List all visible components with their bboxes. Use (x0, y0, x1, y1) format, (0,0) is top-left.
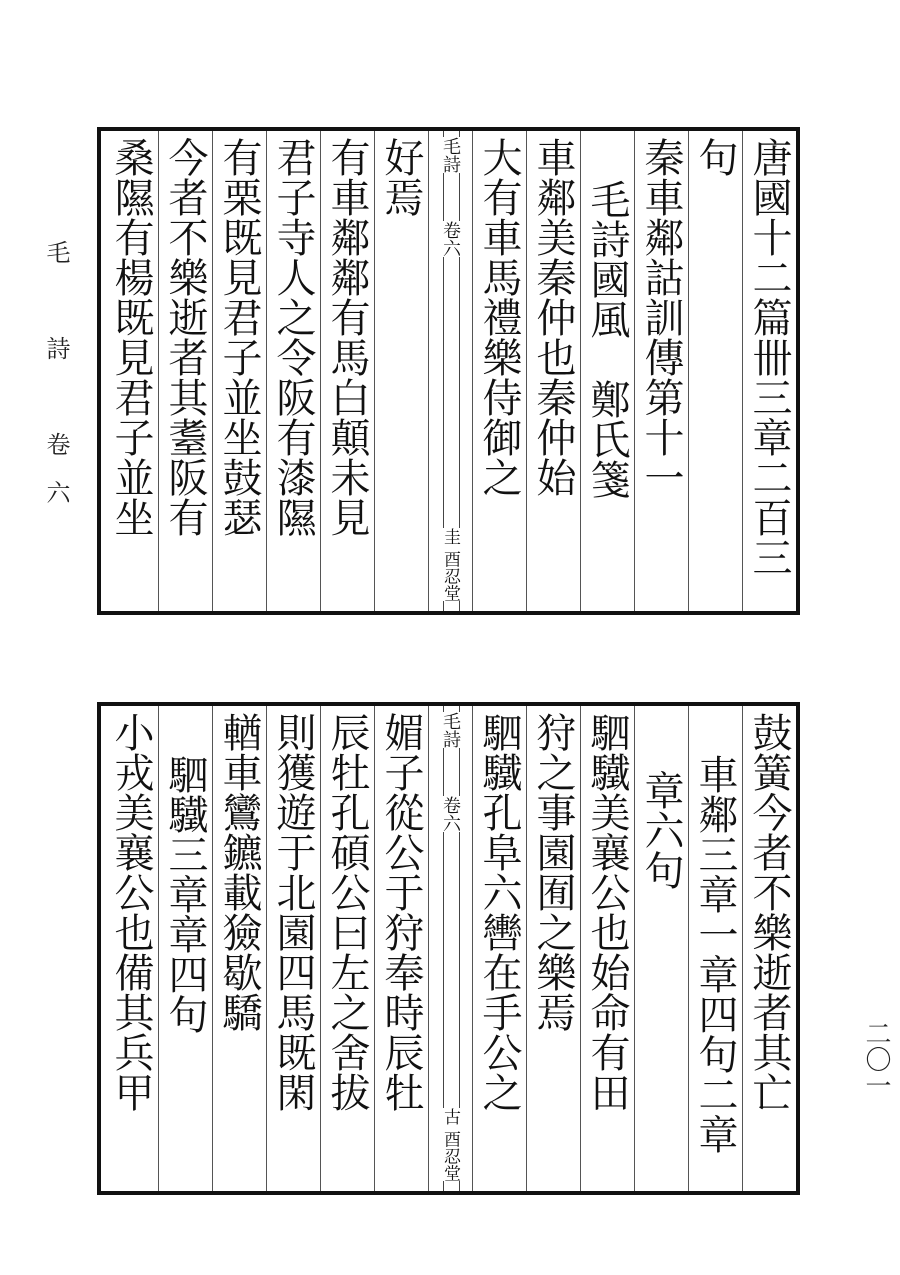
band-folio (435, 1108, 465, 1181)
text-column: 有栗既見君子並坐鼓瑟 (212, 131, 266, 611)
text-column: 輶車鸞鑣載獫歇驕 (212, 706, 266, 1191)
text-column: 則獲遊于北園四馬既閑 (266, 706, 320, 1191)
margin-book-label: 毛 詩 卷六 (42, 240, 70, 528)
text-column: 狩之事園囿之樂焉 (526, 706, 580, 1191)
text-column: 大有車馬禮樂侍御之 (472, 131, 526, 611)
text-column: 有車鄰鄰有馬白顛未見 (320, 131, 374, 611)
band-volume: 卷六 (437, 796, 463, 832)
text-column: 駟驖孔阜六轡在手公之 (472, 706, 526, 1191)
bottom-page-frame (97, 702, 800, 1195)
folio-number: 古 (440, 1107, 460, 1125)
text-column: 君子寺人之令阪有漆隰 (266, 131, 320, 611)
text-column: 鼓簧今者不樂逝者其亡 (742, 706, 796, 1191)
text-column: 駟驖三章章四句 (158, 706, 212, 1191)
top-page-frame (97, 127, 800, 615)
text-column: 桑隰有楊既見君子並坐 (108, 137, 154, 537)
text-column: 車鄰美秦仲也秦仲始 (526, 131, 580, 611)
band-title: 毛詩 (437, 712, 463, 748)
page-number: 二〇一 (861, 1020, 891, 1098)
text-column: 駟驖美襄公也始命有田 (580, 706, 634, 1191)
text-column: 秦車鄰詁訓傳第十一 (634, 131, 688, 611)
text-column: 句 (688, 131, 742, 611)
center-band (428, 131, 472, 611)
text-column: 章六句 (634, 706, 688, 1191)
text-column: 辰牡孔碩公曰左之舍拔 (320, 706, 374, 1191)
text-column: 好焉 (374, 131, 428, 611)
hall-name: 酉忍堂 (440, 1130, 460, 1181)
hall-name: 酉忍堂 (440, 550, 460, 601)
band-volume: 卷六 (437, 221, 463, 257)
band-folio (435, 528, 465, 601)
band-title: 毛詩 (437, 137, 463, 173)
text-column: 毛詩國風 鄭氏箋 (580, 131, 634, 611)
folio-number: 圭 (440, 527, 460, 545)
text-column: 媚子從公于狩奉時辰牡 (374, 706, 428, 1191)
center-band (428, 706, 472, 1191)
text-column: 今者不樂逝者其耋阪有 (158, 131, 212, 611)
text-column: 小戎美襄公也備其兵甲 (108, 712, 154, 1112)
text-column: 唐國十二篇卌三章二百三 (742, 131, 796, 611)
text-column: 車鄰三章一章四句二章 (688, 706, 742, 1191)
